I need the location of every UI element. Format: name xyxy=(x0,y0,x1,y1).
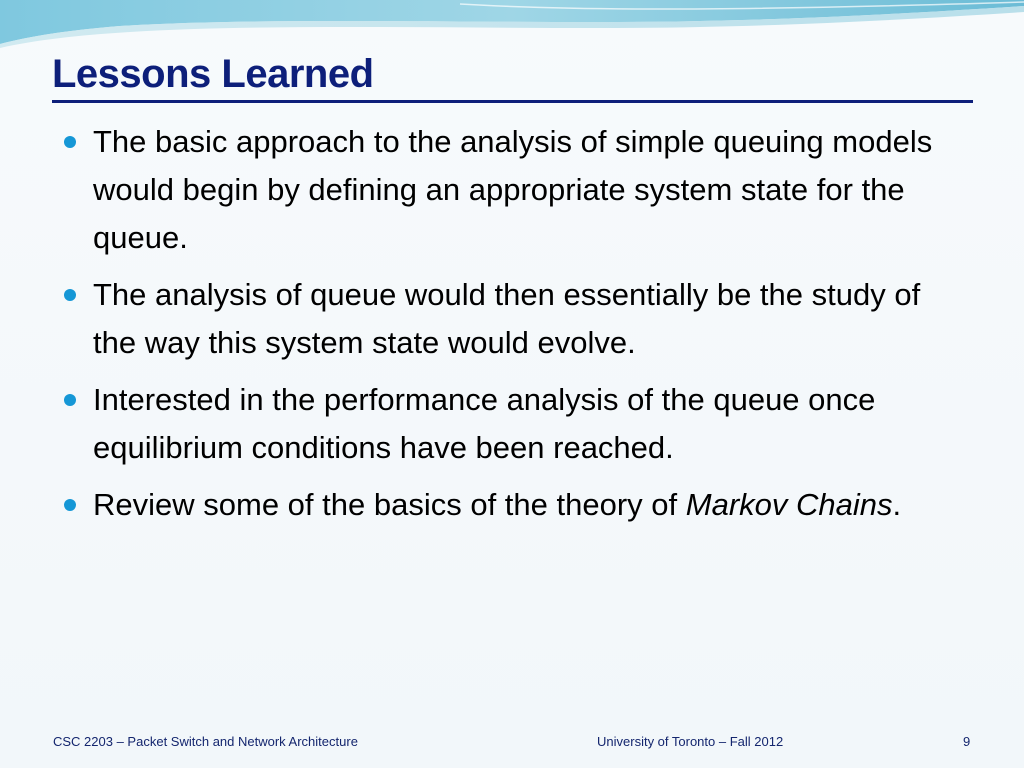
bullet-text xyxy=(93,487,901,522)
bullet-text: The basic approach to the analysis of simple queuing models would begin by defining an appropriate system state for the queue. xyxy=(93,124,933,255)
bullet-text: The analysis of queue would then essentially be the study of the way this system state would evolve. xyxy=(93,277,921,360)
footer-institution: University of Toronto – Fall 2012 xyxy=(597,734,784,749)
top-wave-decoration xyxy=(0,0,1024,48)
footer-course: CSC 2203 – Packet Switch and Network Architecture xyxy=(53,734,358,749)
bullet-item xyxy=(62,271,962,367)
slide-title: Lessons Learned xyxy=(52,52,374,96)
bullet-text-end: . xyxy=(892,487,902,522)
bullet-dot-icon xyxy=(64,499,76,511)
bullet-item xyxy=(62,481,962,529)
bullet-item xyxy=(62,376,962,472)
bullet-dot-icon xyxy=(64,136,76,148)
bullet-dot-icon xyxy=(64,394,76,406)
title-underline xyxy=(52,100,973,103)
bullet-item xyxy=(62,118,962,262)
bullet-list xyxy=(62,118,962,538)
footer-page-number: 9 xyxy=(963,734,971,749)
bullet-text-italic: Markov Chains xyxy=(685,487,893,522)
bullet-text-plain: Review some of the basics of the theory of xyxy=(93,487,686,522)
bullet-dot-icon xyxy=(64,289,76,301)
bullet-text: Interested in the performance analysis of the queue once equilibrium conditions have been reached. xyxy=(93,382,876,465)
